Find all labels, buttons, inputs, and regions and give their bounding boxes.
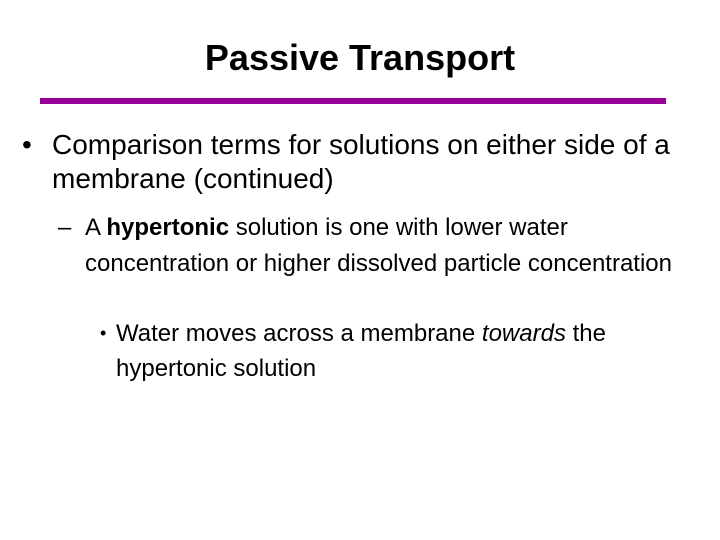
bullet-marker: • [100,323,107,343]
slide-title: Passive Transport [204,37,516,78]
bullet-text [116,316,696,386]
bullet-marker: • [22,129,32,160]
dash-marker: – [58,214,72,241]
bullet-level-2 [58,210,678,282]
text-prefix: A [85,214,107,241]
bullet-level-1 [22,128,672,196]
text-prefix: Water moves across a membrane [116,320,482,347]
title-divider [40,98,666,104]
bullet-text: Comparison terms for solutions on either side of a membrane (continued) [52,129,670,194]
bullet-level-3 [96,316,696,386]
text-suffix: the hypertonic solution [116,320,606,382]
bullet-text [85,210,678,282]
term-towards: towards [481,320,566,347]
term-hypertonic: hypertonic [106,214,230,241]
text-suffix: solution is one with lower water concentration or higher dissolved particle concentration [85,214,673,277]
